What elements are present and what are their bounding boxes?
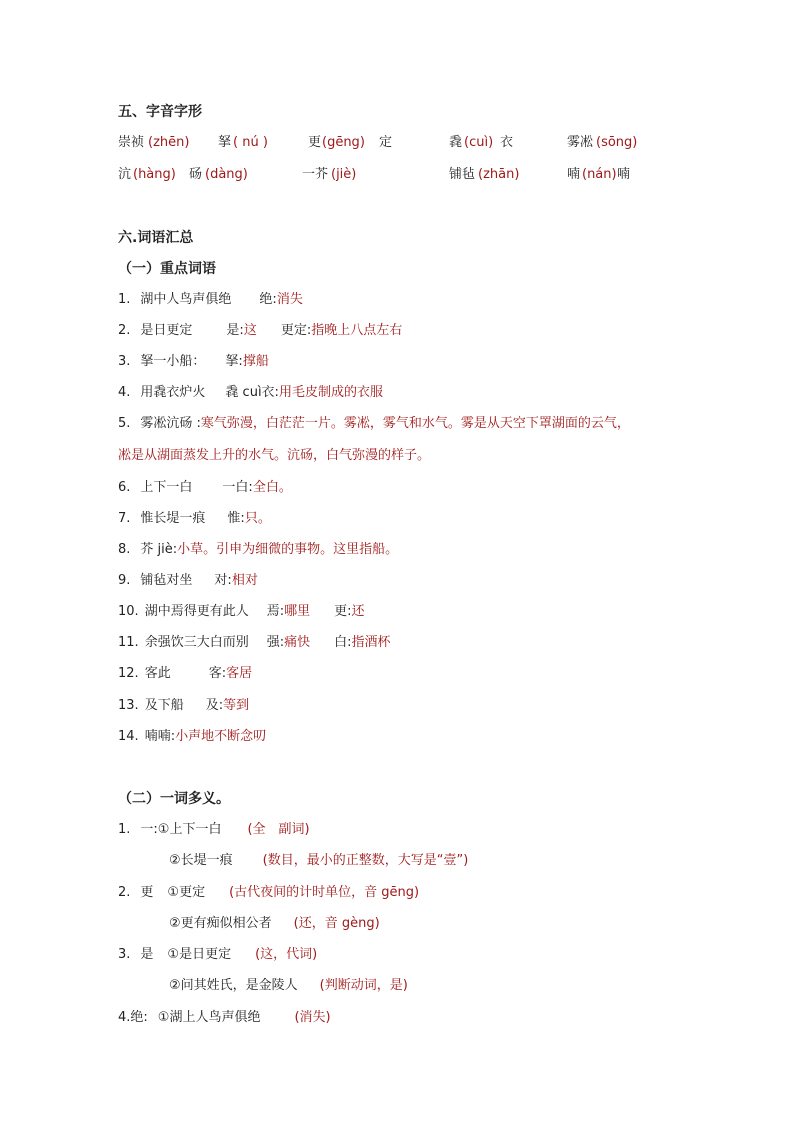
example-source: ①更定: [167, 885, 206, 900]
entry-key: 拏:: [225, 354, 243, 369]
entry-head: 绝:: [130, 1010, 148, 1025]
entry-number: 3.: [118, 354, 131, 369]
entry-key: 白:: [334, 635, 352, 650]
vocab-entry: [118, 634, 391, 652]
entry-head: 是: [140, 947, 154, 962]
entry-phrase: 芥 jiè:: [140, 542, 178, 557]
pinyin-word: 崇祯: [118, 135, 145, 150]
pinyin-word: 毳: [449, 135, 463, 150]
section5-title: 五、字音字形: [118, 104, 202, 120]
example-note: (判断动词，是): [319, 978, 408, 993]
pinyin: (nán): [582, 167, 617, 182]
vocab-entry: [118, 415, 630, 433]
example-note: (消失): [294, 1010, 331, 1025]
vocab-entry: [118, 291, 303, 309]
polysemy-entry: [118, 946, 317, 964]
entry-key: 一白:: [222, 480, 253, 495]
polysemy-entry: [118, 884, 419, 902]
vocab-entry: [118, 697, 249, 715]
pinyin: (jiè): [331, 167, 357, 182]
entry-gloss-continued: 凇是从湖面蒸发上升的水气。沆砀，白气弥漫的样子。: [118, 448, 431, 463]
entry-gloss: 用毛皮制成的衣服: [278, 385, 383, 400]
vocab-entry: [118, 728, 266, 746]
entry-number: 2.: [118, 885, 131, 900]
entry-phrase: 喃喃:: [144, 729, 176, 744]
entry-number: 1.: [118, 822, 131, 837]
pinyin: (gēng): [322, 135, 365, 150]
entry-head: 更: [140, 885, 154, 900]
entry-number: 6.: [118, 480, 131, 495]
entry-key: 客:: [208, 666, 227, 681]
pinyin-word: 铺毡: [449, 167, 476, 182]
entry-number: 1.: [118, 292, 131, 307]
entry-number: 2.: [118, 323, 131, 338]
entry-gloss: 只。: [244, 511, 271, 526]
entry-key: 毳 cuì衣:: [225, 385, 279, 400]
example-note: (全 副词): [247, 822, 310, 837]
entry-gloss: 哪里: [284, 604, 311, 619]
pinyin-suffix: 砀: [189, 167, 203, 182]
pinyin: (zhēn): [148, 135, 190, 150]
example-source: ①上下一白: [157, 822, 222, 837]
entry-number: 9.: [118, 573, 131, 588]
entry-key: 对:: [214, 573, 232, 588]
entry-number: 4.: [118, 385, 131, 400]
polysemy-entry: [118, 821, 310, 839]
pinyin: ( nú ): [233, 135, 268, 150]
pinyin-word: 沆: [118, 167, 132, 182]
entry-phrase: 湖中焉得更有此人: [144, 604, 249, 619]
entry-phrase: 铺毡对坐: [140, 573, 193, 588]
entry-gloss: 等到: [223, 698, 250, 713]
entry-phrase: 及下船: [144, 698, 184, 713]
pinyin-suffix: 喃: [617, 167, 631, 182]
entry-number: 4.: [118, 1010, 131, 1025]
pinyin: (zhān): [478, 167, 520, 182]
example-note: (还，音 gèng): [293, 916, 380, 931]
entry-gloss: 客居: [226, 666, 253, 681]
example-source: ②更有痴似相公者: [169, 916, 272, 931]
vocab-entry: [118, 322, 402, 340]
example-note: (古代夜间的计时单位，音 gēng): [229, 885, 420, 900]
pinyin-word: 雾凇: [567, 135, 594, 150]
entry-number: 14.: [118, 729, 139, 744]
polysemy-entry: [118, 1009, 331, 1027]
entry-gloss: 小声地不断念叨: [175, 729, 267, 744]
entry-gloss: 全白。: [252, 480, 292, 495]
pinyin-word: 喃: [567, 167, 581, 182]
pinyin-word: 更: [308, 135, 322, 150]
entry-gloss: 相对: [231, 573, 258, 588]
entry-phrase: 用毳衣炉火: [140, 385, 206, 400]
example-source: ①湖上人鸟声俱绝: [157, 1010, 261, 1025]
entry-number: 13.: [118, 698, 139, 713]
entry-key: 绝:: [259, 292, 277, 307]
entry-number: 3.: [118, 947, 131, 962]
pinyin-word: 一芥: [302, 167, 329, 182]
entry-key: 惟:: [227, 511, 245, 526]
entry-key: 更:: [334, 604, 352, 619]
pinyin: (hàng): [133, 167, 176, 182]
entry-key: 更定:: [280, 323, 312, 338]
entry-phrase: 拏一小船：: [140, 354, 206, 369]
subsection-title: （二）一词多义。: [118, 791, 230, 807]
example-note: (数目，最小的正整数，大写是“壹”): [262, 853, 469, 868]
section6-title: 六.词语汇总: [118, 230, 194, 246]
polysemy-example: [169, 852, 468, 870]
entry-gloss: 痛快: [284, 635, 311, 650]
entry-number: 12.: [118, 666, 139, 681]
entry-number: 7.: [118, 511, 131, 526]
example-source: ②问其姓氏，是金陵人: [169, 978, 298, 993]
pinyin-word: 拏: [218, 135, 232, 150]
entry-gloss: 撑船: [242, 354, 269, 369]
pinyin-suffix: 衣: [500, 135, 514, 150]
entry-phrase: 惟长堤一痕: [140, 511, 206, 526]
example-note: (这，代词): [255, 947, 318, 962]
entry-gloss: 指酒杯: [351, 635, 391, 650]
entry-key: 强:: [266, 635, 285, 650]
subsection-title: （一）重点词语: [118, 261, 216, 277]
vocab-entry: [118, 479, 292, 497]
pinyin: (cuì): [464, 135, 494, 150]
pinyin: (sōng): [596, 135, 638, 150]
vocab-entry: [118, 510, 271, 528]
vocab-entry: [118, 353, 269, 371]
entry-gloss: 消失: [276, 292, 303, 307]
pinyin: (dàng): [205, 167, 248, 182]
entry-key: 焉:: [266, 604, 285, 619]
example-source: ②长堤一痕: [169, 853, 233, 868]
entry-phrase: 客此: [144, 666, 171, 681]
entry-number: 11.: [118, 635, 139, 650]
entry-key: 及:: [205, 698, 224, 713]
entry-number: 5.: [118, 416, 131, 431]
example-source: ①是日更定: [167, 947, 232, 962]
entry-number: 10.: [118, 604, 139, 619]
entry-gloss: 指晚上八点左右: [311, 323, 403, 338]
polysemy-example: [169, 977, 408, 995]
vocab-entry: [118, 603, 365, 621]
entry-phrase: 湖中人鸟声俱绝: [140, 292, 232, 307]
pinyin-suffix: 定: [379, 135, 393, 150]
entry-phrase: 雾凇沆砀 :: [140, 416, 201, 431]
vocab-entry: [118, 572, 258, 590]
entry-head: 一:: [140, 822, 158, 837]
entry-key: 是:: [226, 323, 244, 338]
entry-gloss: 小草。引申为细微的事物。这里指船。: [177, 542, 399, 557]
polysemy-example: [169, 915, 380, 933]
entry-number: 8.: [118, 542, 131, 557]
entry-phrase: 上下一白: [140, 480, 193, 495]
vocab-entry: [118, 665, 252, 683]
vocab-entry: [118, 384, 383, 402]
vocab-entry: [118, 541, 398, 559]
entry-gloss: 这: [243, 323, 257, 338]
entry-phrase: 余强饮三大白而别: [144, 635, 249, 650]
entry-gloss: 还: [351, 604, 365, 619]
entry-gloss: 寒气弥漫，白茫茫一片。雾凇，雾气和水气。雾是从天空下罩湖面的云气，: [200, 416, 630, 431]
entry-phrase: 是日更定: [140, 323, 193, 338]
